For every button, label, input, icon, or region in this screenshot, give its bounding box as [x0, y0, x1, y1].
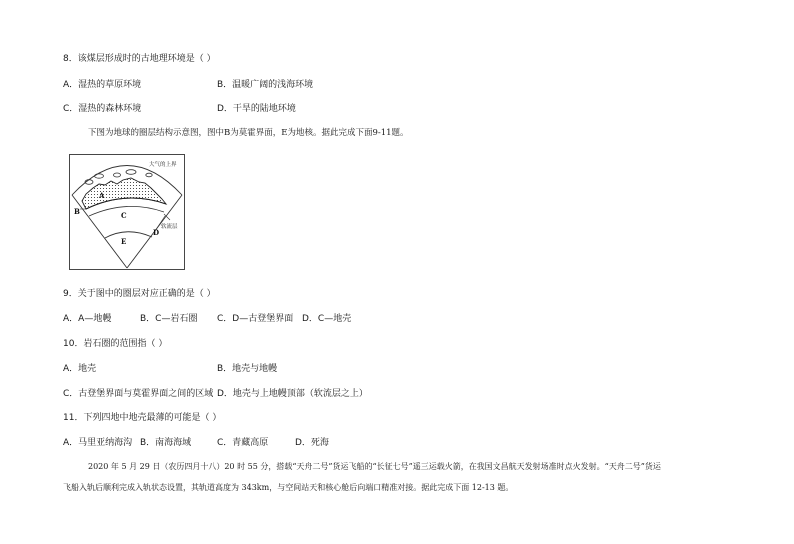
q10-stem: 10．岩石圈的范围指（ ） [63, 339, 168, 349]
q9-option-b: B．C—岩石圈 [140, 314, 198, 324]
intro-12-13-line2: 飞船入轨后顺利完成入轨状态设置，其轨道高度为 343km，与空间站天和核心舱后向端口精准对接。据此完成下面 12-13 题。 [63, 483, 514, 492]
q8-option-b: B．温暖广阔的浅海环境 [217, 80, 314, 90]
intro-9-11: 下图为地球的圈层结构示意图，图中B为莫霍界面，E为地核。据此完成下面9-11题。 [88, 128, 409, 138]
intro-12-13-line1: 2020 年 5 月 29 日（农历四月十八）20 时 55 分，搭载“天舟二号”货运飞船的“长征七号”遥三运载火箭，在我国文昌航天发射场准时点火发射。“天舟二号”货运 [88, 462, 661, 471]
q11-stem: 11．下列四地中地壳最薄的可能是（ ） [63, 413, 222, 423]
label-e: E [121, 237, 127, 246]
figure-frame [70, 155, 185, 270]
q10-option-c: C．古登堡界面与莫霍界面之间的区域 [63, 389, 214, 399]
label-b: B [74, 207, 80, 216]
q9-option-c: C．D—古登堡界面 [217, 314, 294, 324]
label-c: C [121, 211, 127, 220]
label-atmosphere-top: 大气的上界 [149, 162, 177, 168]
q11-option-c: C．青藏高原 [217, 438, 269, 448]
earth-layers-figure [69, 154, 185, 270]
q9-option-a: A．A—地幔 [63, 314, 112, 324]
q11-option-b: B．南海海域 [140, 438, 192, 448]
q11-option-a: A．马里亚纳海沟 [63, 438, 133, 448]
q10-option-a: A．地壳 [63, 364, 97, 374]
q8-stem: 8．该煤层形成时的古地理环境是（ ） [63, 54, 216, 64]
q8-option-d: D．干旱的陆地环境 [217, 104, 296, 114]
q9-option-d: D．C—地壳 [302, 314, 352, 324]
q11-option-d: D．死海 [295, 438, 329, 448]
label-asthenosphere: 软流层 [161, 224, 178, 230]
label-a: A [99, 191, 105, 200]
q9-stem: 9．关于图中的圈层对应正确的是（ ） [63, 289, 216, 299]
q10-option-b: B．地壳与地幔 [217, 364, 278, 374]
q10-option-d: D．地壳与上地幔顶部（软流层之上） [217, 389, 368, 399]
q8-option-c: C．湿热的森林环境 [63, 104, 142, 114]
q8-option-a: A．湿热的草原环境 [63, 80, 142, 90]
label-d: D [153, 228, 160, 237]
